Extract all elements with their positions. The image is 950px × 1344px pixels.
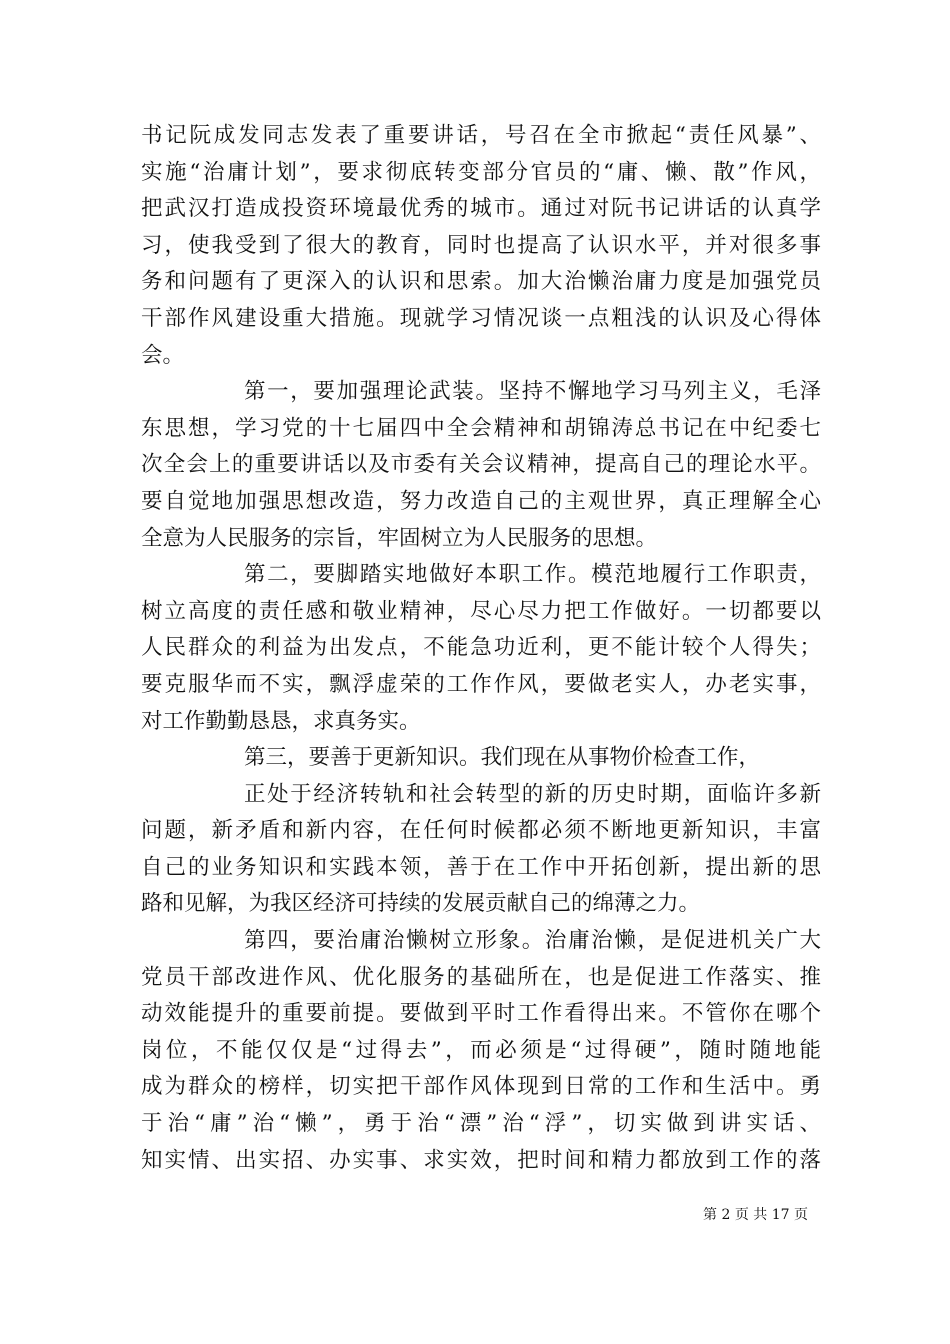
text-line: 自己的业务知识和实践本领，善于在工作中开拓创新，提出新的思 (141, 854, 821, 880)
text-line: 务和问题有了更深入的认识和思索。加大治懒治庸力度是加强党员 (141, 269, 821, 295)
text-line: 对工作勤勤恳恳，求真务实。 (141, 708, 421, 734)
text-line: 成为群众的榜样，切实把干部作风体现到日常的工作和生活中。勇 (141, 1074, 821, 1100)
text-line: 第一，要加强理论武装。坚持不懈地学习马列主义，毛泽 (244, 379, 821, 405)
text-line: 树立高度的责任感和敬业精神，尽心尽力把工作做好。一切都要以 (141, 598, 821, 624)
text-line: 路和见解，为我区经济可持续的发展贡献自己的绵薄之力。 (141, 891, 701, 917)
text-line: 动效能提升的重要前提。要做到平时工作看得出来。不管你在哪个 (141, 1001, 821, 1027)
text-line: 正处于经济转轨和社会转型的新的历史时期，面临许多新 (244, 781, 821, 807)
text-line: 人民群众的利益为出发点，不能急功近利，更不能计较个人得失； (141, 635, 821, 661)
text-line: 干部作风建设重大措施。现就学习情况谈一点粗浅的认识及心得体 (141, 305, 821, 331)
text-line: 把武汉打造成投资环境最优秀的城市。通过对阮书记讲话的认真学 (141, 196, 821, 222)
text-line: 次全会上的重要讲话以及市委有关会议精神，提高自己的理论水平。 (141, 452, 821, 478)
text-line: 实施“治庸计划”，要求彻底转变部分官员的“庸、懒、散”作风， (141, 159, 821, 185)
text-line: 岗位，不能仅仅是“过得去”，而必须是“过得硬”，随时随地能 (141, 1037, 821, 1063)
text-line: 党员干部改进作风、优化服务的基础所在，也是促进工作落实、推 (141, 964, 821, 990)
text-line: 习，使我受到了很大的教育，同时也提高了认识水平，并对很多事 (141, 232, 821, 258)
text-line: 知实情、出实招、办实事、求实效，把时间和精力都放到工作的落 (141, 1147, 821, 1173)
text-line: 问题，新矛盾和新内容，在任何时候都必须不断地更新知识，丰富 (141, 818, 821, 844)
text-line: 要自觉地加强思想改造，努力改造自己的主观世界，真正理解全心 (141, 488, 821, 514)
text-line: 书记阮成发同志发表了重要讲话，号召在全市掀起“责任风暴”、 (141, 123, 821, 148)
text-line: 第二，要脚踏实地做好本职工作。模范地履行工作职责， (244, 562, 821, 588)
text-line: 第三，要善于更新知识。我们现在从事物价检查工作， (244, 745, 761, 771)
text-line: 会。 (141, 342, 185, 368)
text-line: 东思想，学习党的十七届四中全会精神和胡锦涛总书记在中纪委七 (141, 415, 821, 441)
text-line: 全意为人民服务的宗旨，牢固树立为人民服务的思想。 (141, 525, 658, 551)
text-line: 要克服华而不实，飘浮虚荣的工作作风，要做老实人，办老实事， (141, 671, 821, 697)
page-number-footer: 第 2 页 共 17 页 (703, 1207, 808, 1223)
body-text (141, 118, 821, 1179)
text-line: 于治“庸”治“懒”，勇于治“漂”治“浮”，切实做到讲实话、 (141, 1111, 821, 1137)
text-line: 第四，要治庸治懒树立形象。治庸治懒，是促进机关广大 (244, 928, 821, 954)
